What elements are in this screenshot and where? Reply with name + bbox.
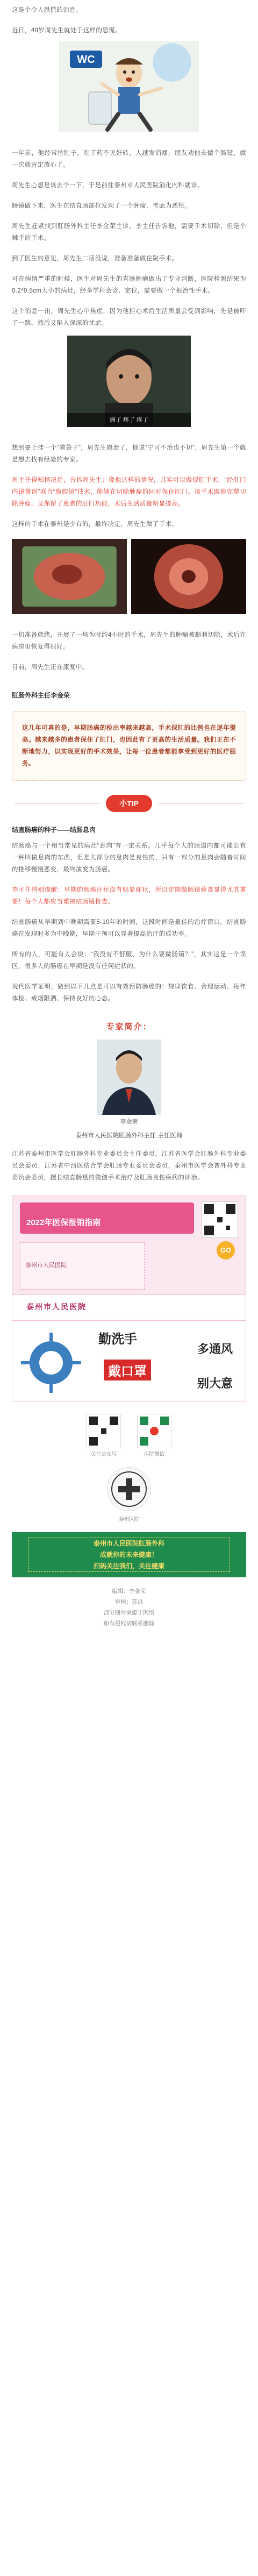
slogan-wash-hands: 勤洗手: [98, 1332, 137, 1347]
tip-badge: 小TIP: [106, 795, 152, 812]
credit-notice: 如有侵权请联系删除: [103, 1620, 155, 1627]
slogan-mask: 戴口罩: [104, 1360, 151, 1380]
hospital-logo-block: [0, 1467, 258, 1522]
endoscopy-images: [12, 539, 246, 614]
paragraph: 一年前，他经常拉肚子，吃了药不见好转，人越发消瘦，朋友劝他去做个肠镜，做一次就肯定放心了。: [12, 150, 246, 168]
banner-subtitle: 泰州市人民医院: [25, 1262, 67, 1269]
prevention-banner: [12, 1320, 246, 1402]
callout-heading: 肛肠外科主任李金荣: [12, 692, 70, 699]
follow-us-bar: [12, 1532, 246, 1577]
credit-source: 部分图片来源于网络: [103, 1610, 155, 1616]
paragraph: 这样的手术在泰州是少有的，最终决定，周先生做了手术。: [12, 521, 178, 528]
paragraph: 结直肠癌从早期到中晚期需要5-10年的时间，这段时间是最佳的治疗窗口。结直肠癌在发现时多为中晚期，早期干预可以显著提高治疗的成功率。: [12, 919, 246, 937]
slogan-careful: 别大意: [197, 1377, 233, 1390]
banner-qr-code[interactable]: [202, 1201, 238, 1238]
toilet-cartoon-illustration: [59, 41, 199, 132]
brand-line-2: 成就你的未来健康！: [99, 1551, 158, 1559]
expert-name: 李金荣: [120, 1119, 138, 1125]
paragraph: 一切准备就绪，开展了一场为时约4小时的手术，周先生的肿瘤被顺利切除，术后在病房里恢复得很好。: [12, 632, 246, 650]
expert-portrait: [97, 1040, 161, 1115]
qr-label: 关注公众号: [91, 1451, 117, 1457]
paragraph: 近日，40岁周先生就处于这样的恐慌。: [12, 27, 121, 34]
go-icon[interactable]: GO: [217, 1241, 235, 1259]
brand-line-1: 泰州市人民医院肛肠外科: [93, 1540, 164, 1547]
credit-review: 审核：苏洪: [114, 1599, 144, 1605]
highlight-paragraph: 李主任特别提醒：早期的肠癌往往没有明显症状，所以定期做肠镜检查显得尤其重要！每个人都应当重视结肠镜检查。: [12, 887, 246, 905]
paragraph: 现代医学证明，做到以下几点是可以有效预防肠癌的：规律饮食、合理运动、每年体检、戒烟限酒、保持良好的心态。: [12, 984, 246, 1002]
expert-heading: 专家简介：: [106, 1022, 152, 1031]
endoscopy-image-right: [131, 539, 246, 614]
paragraph: 周先生赶紧找到肛肠外科主任李金荣主诊，李主任告诉他，需要手术切除，但是个棘手的手术。: [12, 223, 246, 241]
banner-hospital-name: 泰州市人民医院: [26, 1303, 87, 1311]
credit-editor: 编辑：李金荣: [112, 1588, 146, 1595]
paragraph: 想到要上挂一个“粪袋子”，周先生崩溃了，他说“宁可不治也不切”，周先生第一个就是想去找有经验的专家。: [12, 445, 246, 463]
qr-label: 医院微信: [144, 1451, 164, 1457]
paragraph: 可在病情严重的时候，医生对周先生的直肠肿瘤做出了专业判断，医院检测结果为0.2*0.5cm大小的病灶，经多学科会诊、定位，需要做一个根治性手术。: [12, 276, 246, 294]
insurance-guide-banner[interactable]: [12, 1196, 246, 1320]
paragraph: 这个消息一出，周先生心中焦虑，因为他担心术后生活质量会受到影响，先是被吓了一跳，然后又陷入深深的忧虑。: [12, 308, 246, 326]
logo-caption: 泰州医院: [118, 1517, 139, 1522]
qr-code-row: [0, 1414, 258, 1457]
brand-line-3: 扫码关注我们，关注健康: [93, 1562, 164, 1570]
virus-icon: [19, 1330, 83, 1395]
highlight-paragraph: 周主任得知情况后，告诉周先生：像他这样的情况，其实可以做保肛手术，“经肛门内镜微创”联合“腹腔镜”技术，能够在切除肿瘤的同时保住肛门。该手术既能完整切除肿瘤，又保留了患者的肛门功能，术后生活质量明显提高。: [12, 477, 246, 507]
tv-still-photo: [67, 336, 191, 427]
banner-title: 2022年医保报销指南: [26, 1218, 101, 1227]
photo-caption: 痛了 疼了 疼了: [67, 413, 191, 427]
expert-title-line: 泰州市人民医院肛肠外科主任 主任医师: [75, 1133, 183, 1139]
qr-code[interactable]: [87, 1414, 121, 1448]
hospital-logo: [107, 1467, 151, 1511]
paragraph: 到了医生的意见，周先生二话没说，准备准备做住院手术。: [12, 255, 178, 262]
section-heading: 结直肠癌的种子——结肠息肉: [12, 826, 96, 834]
paragraph: 肠镜做下来，医生在结直肠部位发现了一个肿瘤，考虑为恶性。: [12, 203, 191, 209]
endoscopy-image-left: [12, 539, 127, 614]
slogan-ventilate: 多通风: [197, 1342, 233, 1356]
callout-text: 这几年可喜的是，早期肠癌的检出率越来越高，手术保肛的比例也在逐年提高。越来越多的患者保住了肛门，也因此有了更高的生活质量。我们正在不断地努力，以实现更好的手术效果，让每一位患者都能享受到更好的医疗服务。: [22, 725, 236, 767]
paragraph: 所有的人，可能有人会说：“我没有不舒服，为什么要做肠镜？”，其实这是一个误区，很多人的肠癌在早期是没有任何症状的。: [12, 951, 246, 970]
paragraph: 结肠癌与一个相当常见的病灶“息肉”有一定关系。几乎每个人的肠道内都可能长有一种叫做息肉的东西，但是大部分的息肉是良性的，只有一部分的息肉会随着时间的推移慢慢恶变，最终演变为肠癌。: [12, 843, 246, 873]
doctor-quote-callout: [12, 711, 246, 781]
paragraph: 这是个令人恐慌的消息。: [12, 7, 82, 13]
credits: [0, 1586, 258, 1629]
paragraph: 目前，周先生正在康复中。: [12, 664, 89, 671]
qr-code[interactable]: [137, 1414, 171, 1448]
paragraph: 周先生心想是该去个一下，于是前往泰州市人民医院消化内科就诊。: [12, 182, 204, 189]
expert-bio: 江苏省泰州市医学会肛肠外科专业委员会主任委员，江苏省医学会肛肠外科专业委员会委员，江苏省中西医结合学会肛肠专业委员会委员，泰州市医学会普外科专业委员会委员，擅长结直肠癌的微创手术治疗及肛肠良性疾病的诊治。: [12, 1151, 246, 1181]
wc-sign: WC: [77, 54, 95, 66]
